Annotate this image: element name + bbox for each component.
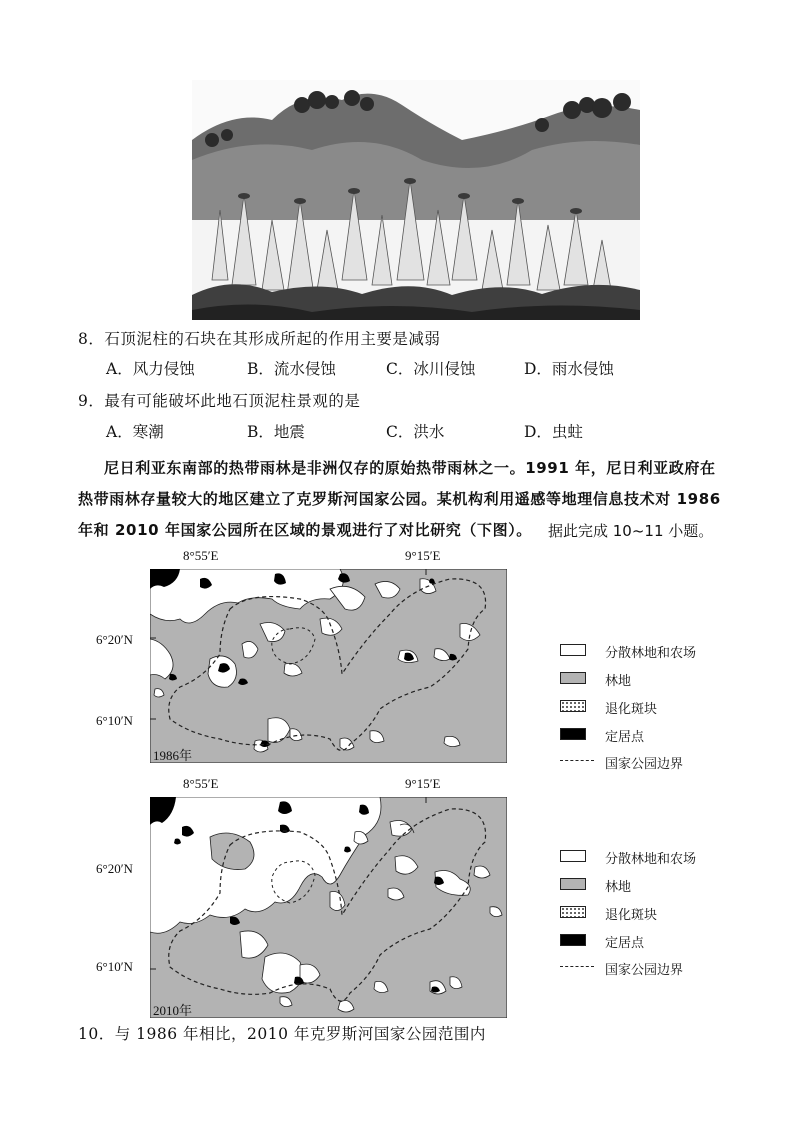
legend-label-scattered: 分散林地和农场 [605, 646, 697, 661]
legend-label-forest: 林地 [605, 880, 632, 895]
question-9-stem: 9．最有可能破坏此地石顶泥柱景观的是 [78, 392, 361, 410]
legend-label-boundary: 国家公园边界 [605, 963, 684, 978]
map1986-lon-9-15: 9°15′E [405, 548, 441, 563]
q8-option-c: C．冰川侵蚀 [386, 360, 476, 378]
map-2010 [150, 797, 507, 1018]
passage-line-3b: 据此完成 10~11 小题。 [548, 522, 714, 540]
swatch-settlement [560, 728, 586, 740]
map2010-year: 2010年 [153, 1003, 193, 1018]
map1986-lat-6-20: 6°20′N [96, 632, 133, 647]
question-10-stem: 10．与 1986 年相比，2010 年克罗斯河国家公园范围内 [78, 1025, 486, 1043]
q9-option-b: B．地震 [247, 423, 305, 441]
swatch-forest [560, 878, 586, 890]
map-1986 [150, 569, 507, 763]
legend-1986 [560, 641, 760, 771]
swatch-degraded [560, 906, 586, 918]
question-8-stem: 8．石顶泥柱的石块在其形成所起的作用主要是减弱 [78, 330, 441, 348]
legend-label-settlement: 定居点 [605, 936, 645, 951]
swatch-scattered [560, 644, 586, 656]
swatch-boundary [560, 966, 594, 967]
swatch-settlement [560, 934, 586, 946]
map2010-lon-8-55: 8°55′E [183, 776, 219, 791]
q8-option-b: B．流水侵蚀 [247, 360, 336, 378]
q8-option-a: A．风力侵蚀 [106, 360, 195, 378]
legend-label-boundary: 国家公园边界 [605, 757, 684, 772]
q9-option-a: A．寒潮 [106, 423, 164, 441]
q9-option-c: C．洪水 [386, 423, 445, 441]
legend-label-forest: 林地 [605, 674, 632, 689]
landscape-photo [192, 80, 640, 320]
map1986-lat-6-10: 6°10′N [96, 713, 133, 728]
passage-line-3a: 年和 2010 年国家公园所在区域的景观进行了对比研究（下图）。 [78, 521, 532, 539]
legend-label-scattered: 分散林地和农场 [605, 852, 697, 867]
legend-label-settlement: 定居点 [605, 730, 645, 745]
map1986-lon-8-55: 8°55′E [183, 548, 219, 563]
legend-2010 [560, 847, 760, 977]
swatch-forest [560, 672, 586, 684]
legend-label-degraded: 退化斑块 [605, 702, 658, 717]
legend-label-degraded: 退化斑块 [605, 908, 658, 923]
passage-line-1: 尼日利亚东南部的热带雨林是非洲仅存的原始热带雨林之一。1991 年，尼日利亚政府在 [104, 459, 716, 477]
passage-line-2: 热带雨林存量较大的地区建立了克罗斯河国家公园。某机构利用遥感等地理信息技术对 1986 [78, 490, 721, 508]
q9-option-d: D．虫蛀 [524, 423, 583, 441]
swatch-degraded [560, 700, 586, 712]
map2010-lon-9-15: 9°15′E [405, 776, 441, 791]
q8-option-d: D．雨水侵蚀 [524, 360, 614, 378]
map2010-lat-6-10: 6°10′N [96, 959, 133, 974]
swatch-scattered [560, 850, 586, 862]
map2010-lat-6-20: 6°20′N [96, 861, 133, 876]
map1986-year: 1986年 [153, 748, 193, 763]
swatch-boundary [560, 760, 594, 761]
